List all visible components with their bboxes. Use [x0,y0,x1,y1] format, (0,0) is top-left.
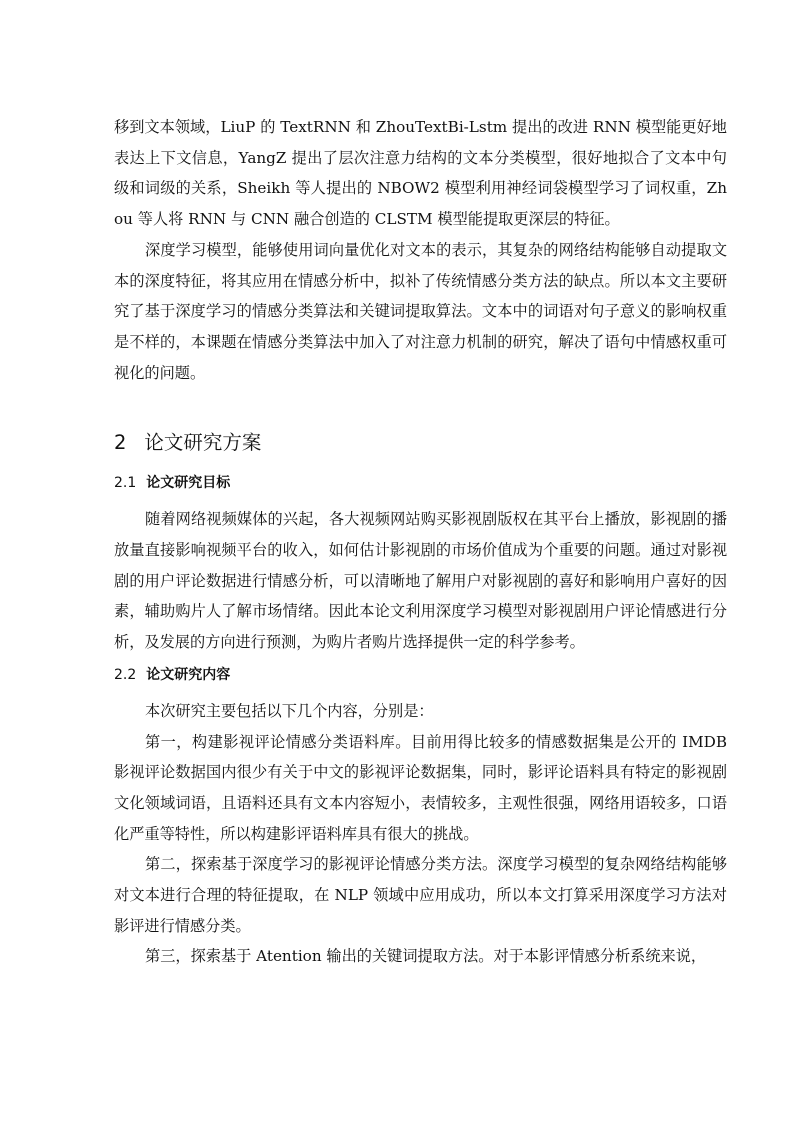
section-2-2-paragraph-3: 第二，探索基于深度学习的影视评论情感分类方法。深度学习模型的复杂网络结构能够对文本进行合理的特征提取，在 NLP 领域中应用成功，所以本文打算采用深度学习方法对影评进行情感分类。 [114,855,727,935]
section-2-2-paragraph-2: 第一，构建影视评论情感分类语料库。目前用得比较多的情感数据集是公开的 IMDB 影视评论数据国内很少有关于中文的影视评论数据集，同时，影评论语料具有特定的影视剧文化领域词语，且语料还具有文本内容短小，表情较多，主观性很强，网络用语较多，口语化严重等特性，所以构建影评语料库具有很大的挑战。 [114,732,727,843]
section-2-title: 论文研究方案 [144,431,262,455]
section-2-1-paragraph: 随着网络视频媒体的兴起，各大视频网站购买影视剧版权在其平台上播放，影视剧的播放量直接影响视频平台的收入，如何估计影视剧的市场价值成为个重要的问题。通过对影视剧的用户评论数据进行情感分析，可以清晰地了解用户对影视剧的喜好和影响用户喜好的因素，辅助购片人了解市场情绪。因此本论文利用深度学习模型对影视剧用户评论情感进行分析，及发展的方向进行预测，为购片者购片选择提供一定的科学参考。 [114,510,727,652]
section-2-2-paragraph-4: 第三，探索基于 Atention 输出的关键词提取方法。对于本影评情感分析系统来说， [145,947,707,966]
section-2-1-number: 2.1 [114,475,137,492]
intro-paragraph-2: 深度学习模型，能够使用词向量优化对文本的表示，其复杂的网络结构能够自动提取文本的深度特征，将其应用在情感分析中，拟补了传统情感分类方法的缺点。所以本文主要研究了基于深度学习的情感分类算法和关键词提取算法。文本中的词语对句子意义的影响权重是不样的，本课题在情感分类算法中加入了对注意力机制的研究，解决了语句中情感权重可视化的问题。 [114,240,727,382]
intro-paragraph-1: 移到文本领域，LiuP 的 TextRNN 和 ZhouTextBi-Lstm 提出的改进 RNN 模型能更好地表达上下文信息，YangZ 提出了层次注意力结构的文本分类模型，很好地拟合了文本中句级和词级的关系，Sheikh 等人提出的 NBOW2 模型利用神经词袋模型学习了词权重，Zhou 等人将 RNN 与 CNN 融合创造的 CLSTM 模型能提取更深层的特征。 [114,118,727,229]
section-2-1-heading [114,468,727,498]
section-2-2-number: 2.2 [114,666,137,683]
section-2-heading [114,428,727,458]
section-2-2-paragraph-1: 本次研究主要包括以下几个内容，分别是： [145,701,434,720]
section-2-2-title: 论文研究内容 [146,666,231,683]
section-2-number: 2 [114,431,127,455]
document-page [114,112,727,972]
section-2-1-title: 论文研究目标 [146,475,231,492]
section-2-2-heading [114,660,727,690]
